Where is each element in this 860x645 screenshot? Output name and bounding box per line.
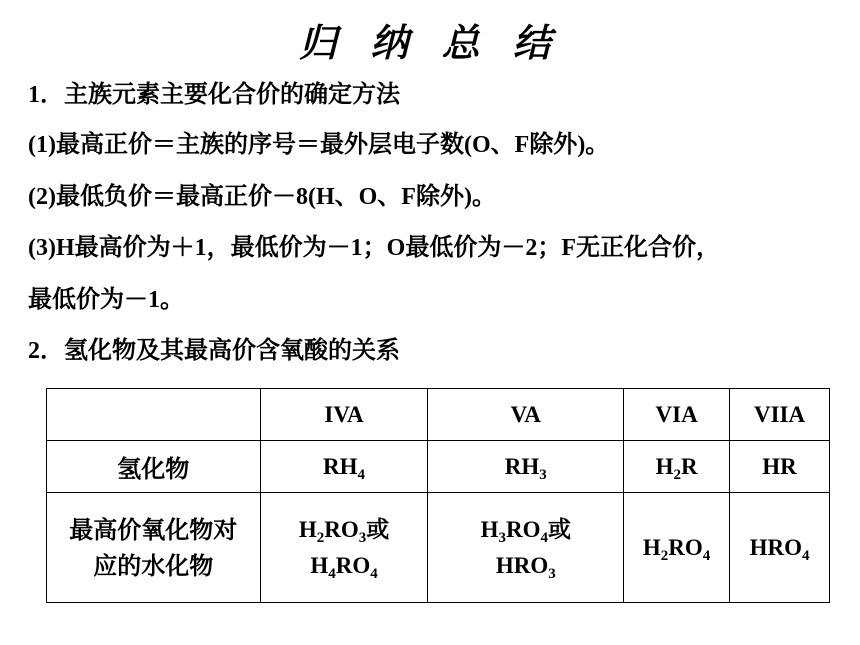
rule3-h: 无正化合价， <box>576 233 720 261</box>
rule1-c: (O、F <box>463 132 530 158</box>
rule3-d: ，最低价为－ <box>206 233 351 261</box>
rule2-c: 8(H、O、F <box>295 184 416 210</box>
rule2-a: (2) <box>28 184 56 210</box>
rule1-a: (1) <box>28 132 56 158</box>
rule3-k: 。 <box>160 285 184 313</box>
cell-acid-iva: $H_2RO_3$或 $H_4RO_4$ <box>260 493 428 603</box>
table-row-acid <box>47 493 830 603</box>
cell-hydride-iva: $RH_4$ <box>260 441 428 493</box>
table-header-va: VA <box>428 389 624 441</box>
rule2-d: 除外 <box>415 182 464 210</box>
cell-acid-viia: $HRO_4$ <box>730 493 830 603</box>
table-header-via: VIA <box>624 389 730 441</box>
rule3-j: 1 <box>148 287 160 313</box>
table-header-row <box>47 389 830 441</box>
cell-acid-va: $H_3RO_4$或 $HRO_3$ <box>428 493 624 603</box>
cell-hydride-va: $RH_3$ <box>428 441 624 493</box>
rule2-b: 最低负价＝最高正价－ <box>55 182 296 210</box>
table-row-hydride <box>47 441 830 493</box>
rule3-a: (3)H <box>28 235 75 261</box>
section1-heading <box>28 74 400 109</box>
section2-number: 2． <box>28 338 64 364</box>
row-label-hydride: 氢化物 <box>47 441 261 493</box>
table-header-empty <box>47 389 261 441</box>
rule3-c: 1 <box>194 235 207 261</box>
rule1-b: 最高正价＝主族的序号＝最外层电子数 <box>55 130 464 158</box>
page-title: 归 纳 总 结 <box>299 21 561 65</box>
table-header-viia: VIIA <box>730 389 830 441</box>
rule-3-cont <box>28 279 184 314</box>
cell-hydride-via: $H_2R$ <box>624 441 730 493</box>
rule1-e: )。 <box>577 132 610 158</box>
valence-table <box>46 388 830 603</box>
cell-acid-via: $H_2RO_4$ <box>624 493 730 603</box>
section1-text: 主族元素主要化合价的确定方法 <box>64 80 400 108</box>
table-header-iva: IVA <box>260 389 428 441</box>
rule-3 <box>28 227 720 262</box>
rule3-i: 最低价为－ <box>28 285 148 313</box>
section2-heading <box>28 330 400 365</box>
section2-text: 氢化物及其最高价含氧酸的关系 <box>64 336 400 364</box>
section1-number: 1． <box>28 82 64 108</box>
rule1-d: 除外 <box>529 130 578 158</box>
rule3-f: 最低价为－ <box>405 233 526 261</box>
rule3-b: 最高价为＋ <box>74 233 195 261</box>
rule2-e: )。 <box>463 184 496 210</box>
cell-hydride-viia: HR <box>730 441 830 493</box>
rule3-g: 2；F <box>525 235 576 261</box>
rule-1 <box>28 124 609 159</box>
rule-2 <box>28 176 496 211</box>
row-label-acid: 最高价氧化物对 应的水化物 <box>47 493 261 603</box>
rule3-e: 1；O <box>350 235 406 261</box>
